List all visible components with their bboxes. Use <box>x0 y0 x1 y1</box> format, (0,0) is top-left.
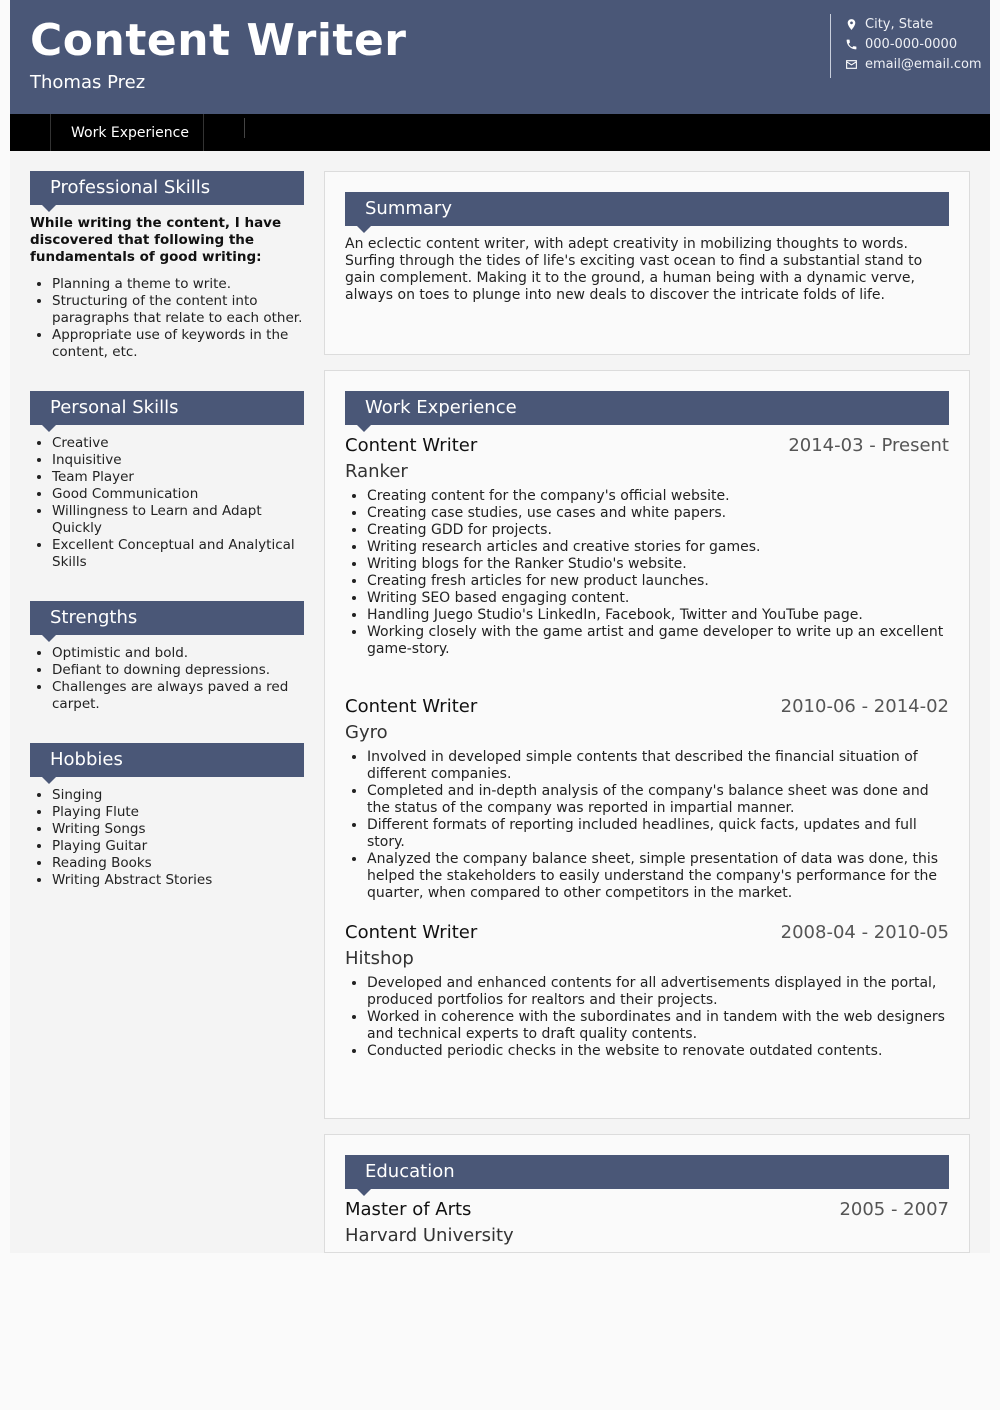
list-item: • Optimistic and bold. <box>52 645 304 662</box>
list-item: • Writing research articles and creative stories for games. <box>367 539 949 556</box>
list-item: • Writing blogs for the Ranker Studio's website. <box>367 556 949 573</box>
education-heading: Education <box>345 1155 949 1189</box>
list-item: • Handling Juego Studio's LinkedIn, Facebook, Twitter and YouTube page. <box>367 607 949 624</box>
job-dates: 2010-06 - 2014-02 <box>780 696 949 717</box>
professional-skills-heading: Professional Skills <box>30 171 304 205</box>
list-item: • Defiant to downing depressions. <box>52 662 304 679</box>
contact-email[interactable] <box>845 54 982 74</box>
resume-header <box>10 0 990 114</box>
summary-card <box>324 171 970 355</box>
list-item: • Playing Flute <box>52 804 304 821</box>
job-title: Content Writer <box>30 15 407 66</box>
list-item: • Creative <box>52 435 304 452</box>
list-item: • Creating GDD for projects. <box>367 522 949 539</box>
education-entry <box>345 1199 949 1247</box>
work-experience-card <box>324 370 970 1119</box>
list-item: • Challenges are always paved a red carpet. <box>52 679 304 713</box>
job-company: Hitshop <box>345 948 414 969</box>
work-experience-heading: Work Experience <box>345 391 949 425</box>
personal-skills-section <box>30 391 304 571</box>
degree-title: Master of Arts <box>345 1199 472 1220</box>
education-card <box>324 1134 970 1253</box>
list-item: • Creating content for the company's official website. <box>367 488 949 505</box>
list-item: • Working closely with the game artist and game developer to write up an excellent game-story. <box>367 624 949 658</box>
job-duties <box>345 975 949 1060</box>
education-dates: 2005 - 2007 <box>839 1199 949 1220</box>
personal-skills-list <box>30 435 304 571</box>
phone-icon <box>845 38 858 51</box>
list-item: • Developed and enhanced contents for all advertisements displayed in the portal, produced portfolios for realtors and their projects. <box>367 975 949 1009</box>
list-item: • Conducted periodic checks in the website to renovate outdated contents. <box>367 1043 949 1060</box>
list-item: • Different formats of reporting included headlines, quick facts, updates and full story. <box>367 817 949 851</box>
job-company: Ranker <box>345 461 408 482</box>
job-dates: 2014-03 - Present <box>788 435 949 456</box>
job-title: Content Writer <box>345 435 478 456</box>
list-item: • Planning a theme to write. <box>52 276 304 293</box>
job-title: Content Writer <box>345 696 478 717</box>
professional-skills-intro: While writing the content, I have discovered that following the fundamentals of good writing: <box>30 215 282 265</box>
summary-heading: Summary <box>345 192 949 226</box>
list-item: • Completed and in-depth analysis of the company's balance sheet was done and the status of the company was reported in impartial manner. <box>367 783 949 817</box>
list-item: • Involved in developed simple contents that described the financial situation of different companies. <box>367 749 949 783</box>
strengths-section <box>30 601 304 713</box>
job-entry <box>345 922 949 1060</box>
job-dates: 2008-04 - 2010-05 <box>780 922 949 943</box>
tab-work-experience[interactable]: Work Experience <box>50 114 204 151</box>
list-item: • Analyzed the company balance sheet, simple presentation of data was done, this helped the stakeholders to easily understand the company's performance for the quarter, when compared to other competitors in the market. <box>367 851 949 902</box>
summary-text: An eclectic content writer, with adept creativity in mobilizing thoughts to words. Surfing through the tides of life's exciting vast ocean to find a substantial stand to gain complement. Making it to the ground, a human being with a dynamic verve, always on toes to plunge into new deals to discover the intricate folds of life. <box>345 236 923 303</box>
list-item: • Willingness to Learn and Adapt Quickly <box>52 503 304 537</box>
resume-page <box>10 0 990 1253</box>
section-nav <box>10 114 990 151</box>
list-item: • Worked in coherence with the subordinates and in tandem with the web designers and technical experts to draft quality contents. <box>367 1009 949 1043</box>
list-item: • Reading Books <box>52 855 304 872</box>
list-item: • Team Player <box>52 469 304 486</box>
strengths-heading: Strengths <box>30 601 304 635</box>
job-company: Gyro <box>345 722 388 743</box>
job-entry <box>345 696 949 902</box>
person-name: Thomas Prez <box>30 72 146 93</box>
list-item: • Writing SEO based engaging content. <box>367 590 949 607</box>
list-item: • Creating fresh articles for new product launches. <box>367 573 949 590</box>
strengths-list <box>30 645 304 713</box>
hobbies-section <box>30 743 304 889</box>
list-item: • Good Communication <box>52 486 304 503</box>
contact-phone <box>845 34 982 54</box>
phone-text: 000-000-0000 <box>865 36 958 52</box>
list-item: • Playing Guitar <box>52 838 304 855</box>
location-text: City, State <box>865 16 934 32</box>
list-item: • Writing Songs <box>52 821 304 838</box>
list-item: • Structuring of the content into paragraphs that relate to each other. <box>52 293 304 327</box>
list-item: • Writing Abstract Stories <box>52 872 304 889</box>
contact-location <box>845 14 982 34</box>
personal-skills-heading: Personal Skills <box>30 391 304 425</box>
hobbies-list <box>30 787 304 889</box>
school-name: Harvard University <box>345 1225 514 1246</box>
contact-block <box>830 14 982 78</box>
nav-divider <box>244 118 245 138</box>
professional-skills-list <box>30 276 304 361</box>
list-item: • Creating case studies, use cases and white papers. <box>367 505 949 522</box>
list-item: • Singing <box>52 787 304 804</box>
professional-skills-section <box>30 171 304 361</box>
list-item: • Excellent Conceptual and Analytical Skills <box>52 537 304 571</box>
email-text[interactable]: email@email.com <box>865 56 982 72</box>
job-entry <box>345 435 949 658</box>
list-item: • Appropriate use of keywords in the content, etc. <box>52 327 304 361</box>
map-pin-icon <box>845 18 858 31</box>
job-duties <box>345 749 949 902</box>
envelope-icon <box>845 58 858 71</box>
job-title: Content Writer <box>345 922 478 943</box>
job-duties <box>345 488 949 658</box>
hobbies-heading: Hobbies <box>30 743 304 777</box>
list-item: • Inquisitive <box>52 452 304 469</box>
